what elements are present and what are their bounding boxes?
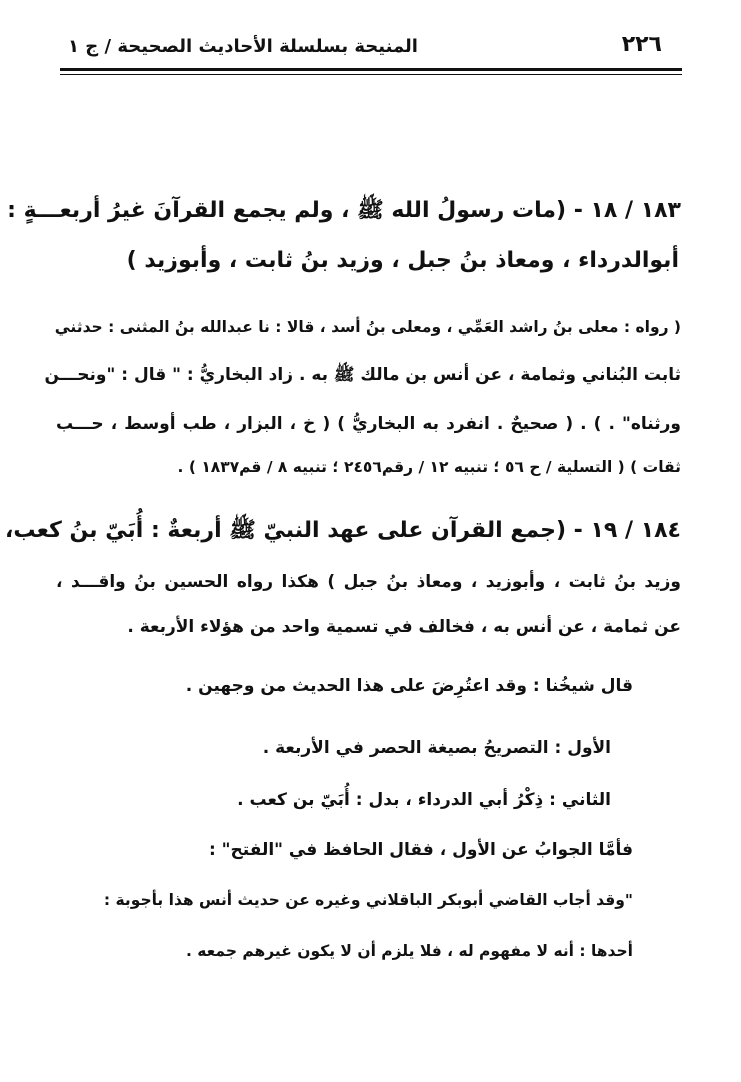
hadith-184-line-2: وزيد بنُ ثابت ، وأبوزيد ، ومعاذ بنُ جبل ) هكذا رواه الحسين بنُ واقـــد ،: [56, 572, 681, 592]
takhrij-line-2: ثابت البُناني وثمامة ، عن أنس بن مالك ﷺ به . زاد البخاريُّ : " قال : "ونحـــن: [44, 365, 681, 385]
hadith-184-line-1: ١٨٤ / ١٩ - (جمع القرآن على عهد النبيّ ﷺ أربعةٌ : أُبَيّ بنُ كعب،: [4, 518, 681, 543]
quote-line-2: أحدها : أنه لا مفهوم له ، فلا يلزم أن لا يكون غيرهم جمعه .: [186, 942, 633, 960]
takhrij-line-3: ورثناه" . ) . ( صحيحٌ . انفرد به البخاريُّ ) ( خ ، البزار ، طب أوسط ، حـــب: [56, 414, 681, 434]
hadith-184-line-3: عن ثمامة ، عن أنس به ، فخالف في تسمية واحد من هؤلاء الأربعة .: [127, 617, 681, 637]
commentary-line-3: الثاني : ذِكْرُ أبي الدرداء ، بدل : أُبَيّ بن كعب .: [237, 790, 611, 810]
header-rule-thin: [60, 74, 682, 75]
takhrij-line-4: ثقات ) ( التسلية / ح ٥٦ ؛ تنبيه ١٢ / رقم٢٤٥٦ ؛ تنبيه ٨ / قم١٨٣٧ ) .: [177, 458, 681, 476]
hadith-183-line-2: أبوالدرداء ، ومعاذ بنُ جبل ، وزيد بنُ ثابت ، وأبوزيد ): [126, 248, 679, 273]
page-header: [60, 28, 680, 68]
quote-line-1: "وقد أجاب القاضي أبوبكر الباقلاني وغيره عن حديث أنس هذا بأجوبة :: [103, 891, 633, 909]
running-title: المنيحة بسلسلة الأحاديث الصحيحة / ج ١: [68, 36, 418, 57]
page-number: ٢٢٦: [621, 32, 662, 57]
header-rule: [60, 68, 682, 71]
takhrij-line-1: ( رواه : معلى بنُ راشد العَمِّي ، ومعلى بنُ أسد ، قالا : نا عبدالله بنُ المثنى : حدثني: [54, 318, 681, 336]
commentary-line-1: قال شيخُنا : وقد اعتُرِضَ على هذا الحديث من وجهين .: [185, 676, 633, 696]
commentary-line-2: الأول : التصريحُ بصيغة الحصر في الأربعة .: [262, 738, 611, 758]
hadith-183-line-1: ١٨٣ / ١٨ - (مات رسولُ الله ﷺ ، ولم يجمع القرآنَ غيرُ أربعـــةٍ :: [7, 198, 681, 223]
commentary-line-4: فأمَّا الجوابُ عن الأول ، فقال الحافظ في "الفتح" :: [208, 840, 633, 860]
